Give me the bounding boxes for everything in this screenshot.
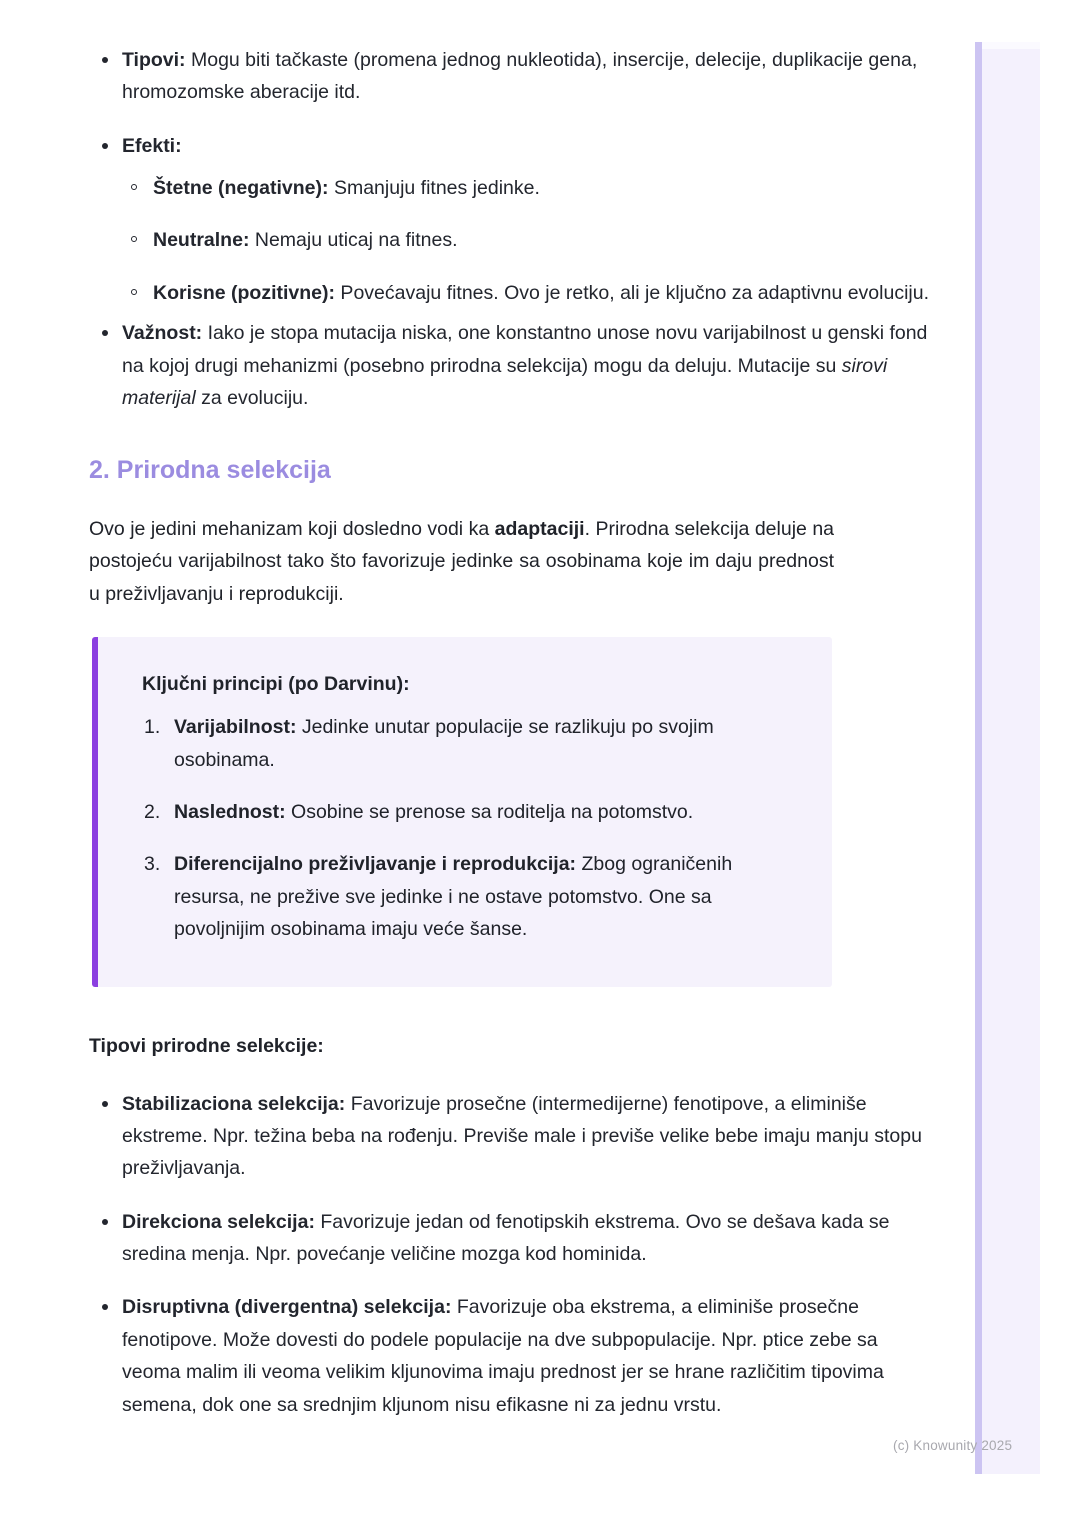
list-item-text: Favorizuje jedan od fenotipskih ekstrema. Ovo se dešava kada se sredina menja. Npr. povećanje veličine mozga kod hominida.: [122, 1210, 890, 1266]
list-item-text: Favorizuje prosečne (intermedijerne) fenotipove, a eliminiše ekstreme. Npr. težina beba na rođenju. Previše male i previše velike bebe imaju manju stopu preživljavanja.: [122, 1092, 922, 1180]
sub-list-item-text: Povećavaju fitnes. Ovo je retko, ali je ključno za adaptivnu evoluciju.: [335, 281, 930, 304]
types-heading: Tipovi prirodne selekcije:: [89, 1035, 324, 1058]
sub-list-item-stetne: [122, 172, 930, 204]
list-item-text: Favorizuje oba ekstrema, a eliminiše prosečne fenotipove. Može dovesti do podele populacije na dve subpopulacije. Npr. ptice zebe sa veoma malim ili veoma velikim kljunovima imaju prednost jer se hrane različitim tipovima semena, dok one sa srednjim kljunom nisu efikasne ni za jednu vrstu.: [122, 1296, 884, 1416]
callout-item-naslednost: [142, 796, 802, 828]
list-item-vaznost: [89, 317, 930, 414]
callout-item-text: Osobine se prenose sa roditelja na potomstvo.: [285, 800, 694, 823]
mutations-list: [89, 44, 930, 414]
list-item-label: Direkciona selekcija:: [122, 1210, 315, 1233]
panel-top-sheen: [982, 42, 1040, 49]
selection-types-list: [89, 1088, 930, 1421]
key-principles-callout: [92, 637, 832, 987]
callout-item-varijabilnost: [142, 711, 802, 776]
intro-bold-term: adaptaciji: [494, 517, 585, 540]
callout-numbered-list: [142, 711, 802, 945]
list-item-label: Efekti:: [122, 134, 182, 157]
list-item-direkciona-selekcija: [89, 1206, 930, 1271]
sub-list-item-label: Neutralne:: [153, 229, 250, 252]
efekti-sub-list: [122, 172, 930, 309]
intro-text-part1: Ovo je jedini mehanizam koji dosledno vodi ka: [89, 517, 495, 540]
list-item-label: Disruptivna (divergentna) selekcija:: [122, 1296, 452, 1319]
list-item-tipovi: [89, 44, 930, 109]
sub-list-item-korisne: [122, 277, 930, 309]
section-intro-paragraph: [89, 513, 834, 611]
callout-item-text: Zbog ograničenih resursa, ne prežive sve jedinke i ne ostave potomstvo. One sa povoljnijim osobinama imaju veće šanse.: [174, 853, 733, 941]
intro-text-part2: . Prirodna selekcija deluje na postojeću varijabilnost tako što favorizuje jedinke sa osobinama koje im daju prednost u preživljavanju i reprodukciji.: [89, 517, 835, 606]
callout-item-diferencijalno-prezivljavanje: [142, 848, 802, 945]
sub-list-item-text: Nemaju uticaj na fitnes.: [249, 229, 458, 252]
list-item-text-before-italic: Iako je stopa mutacija niska, one konstantno unose novu varijabilnost u genski fond na kojoj drugi mehanizmi (posebno prirodna selekcija) mogu da deluju. Mutacije su: [122, 322, 928, 377]
callout-item-text: Jedinke unutar populacije se razlikuju po svojim osobinama.: [174, 716, 714, 771]
sub-list-item-label: Korisne (pozitivne):: [153, 281, 336, 304]
section-heading: 2. Prirodna selekcija: [89, 456, 331, 485]
callout-title: Ključni principi (po Darvinu):: [142, 672, 410, 695]
sub-list-item-label: Štetne (negativne):: [153, 177, 329, 200]
list-item-disruptivna-selekcija: [89, 1291, 930, 1420]
list-item-text-after-italic: za evoluciju.: [195, 386, 309, 409]
list-item-label: Važnost:: [122, 322, 203, 345]
list-item-label: Tipovi:: [122, 49, 186, 71]
sub-list-item-text: Smanjuju fitnes jedinke.: [328, 177, 540, 200]
callout-item-label: Varijabilnost:: [174, 716, 297, 739]
list-item-italic-phrase: sirovi materijal: [122, 354, 888, 409]
list-item-stabilizaciona-selekcija: [89, 1088, 930, 1185]
sub-list-item-neutralne: [122, 224, 930, 256]
list-item-label: Stabilizaciona selekcija:: [122, 1092, 346, 1115]
list-item-efekti: [89, 130, 930, 309]
right-decorative-panel: [975, 42, 1040, 1474]
callout-item-label: Diferencijalno preživljavanje i reprodukcija:: [174, 853, 577, 876]
list-item-text: Mogu biti tačkaste (promena jednog nukleotida), insercije, delecije, duplikacije gena, hromozomske aberacije itd.: [122, 49, 918, 104]
callout-item-label: Naslednost:: [174, 800, 286, 823]
copyright-watermark: (c) Knowunity 2025: [893, 1438, 1013, 1453]
